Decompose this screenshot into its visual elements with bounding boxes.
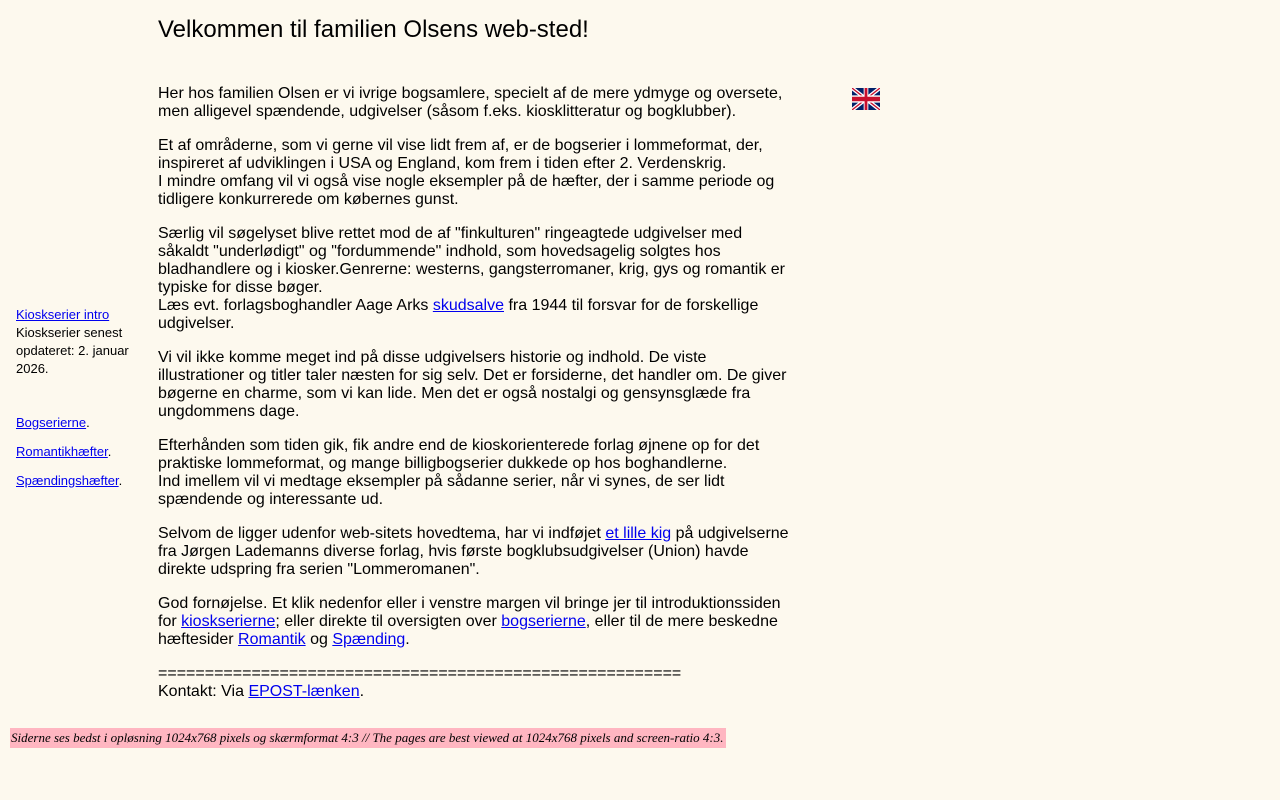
bookstore-paragraph <box>158 437 790 509</box>
sidebar-link-romantikhaefter[interactable]: Romantikhæfter <box>16 444 108 459</box>
romantik-link[interactable]: Romantik <box>238 631 306 648</box>
enjoy-text-3: og <box>305 631 333 648</box>
et-lille-kig-link[interactable]: et lille kig <box>605 525 672 542</box>
main-content <box>158 85 790 717</box>
history-paragraph: Vi vil ikke komme meget ind på disse udgivelsers historie og indhold. De viste illustrationer og titler taler næsten for sig selv. Det er forsiderne, det handler om. De giver bøgerne en charme, som vi kan lide. Men det er også nostalgi og gensynsglæde fra ungdommens dage. <box>158 349 787 420</box>
updated-text: Kioskserier senest opdateret: 2. januar 2026. <box>16 325 129 376</box>
sidebar-item-suffix: . <box>118 473 123 488</box>
sidebar-item-suffix: . <box>107 444 112 459</box>
lademann-pretext: Selvom de ligger udenfor web-sitets hovedtema, har vi indføjet <box>158 525 606 542</box>
skudsalve-pretext: Læs evt. forlagsboghandler Aage Arks <box>158 297 433 314</box>
sidebar-item-suffix: . <box>86 415 90 430</box>
enjoy-pretext: God fornøjelse. Et klik nedenfor eller i venstre margen vil bringe jer til introduktionssiden for <box>158 595 781 630</box>
enjoy-text-1: ; eller direkte til oversigten over <box>275 613 502 630</box>
uk-flag-icon[interactable] <box>852 88 880 110</box>
contact-pretext: Kontakt: Via <box>158 683 249 700</box>
spaending-link[interactable]: Spænding <box>332 631 406 648</box>
skudsalve-link[interactable]: skudsalve <box>432 297 504 314</box>
sidebar-item-romantikhaefter <box>16 443 144 461</box>
sidebar-link-kioskserier-intro[interactable]: Kioskserier intro <box>16 307 110 322</box>
bogserierne-link[interactable]: bogserierne <box>501 613 586 630</box>
sidebar-link-bogserierne[interactable]: Bogserierne <box>16 415 87 430</box>
contact-paragraph <box>158 665 790 701</box>
epost-link[interactable]: EPOST-lænken <box>248 683 360 700</box>
genres-paragraph <box>158 225 790 333</box>
pocket-format-text: Et af områderne, som vi gerne vil vise lidt frem af, er de bogserier i lommeformat, der, inspireret af udviklingen i USA og England, kom frem i tiden efter 2. Verdenskrig. <box>158 137 763 172</box>
page-title: Velkommen til familien Olsens web-sted! <box>158 16 589 43</box>
bookstore-text: Efterhånden som tiden gik, fik andre end de kioskorienterede forlag øjnene op for det praktiske lommeformat, og mange billigbogserier dukkede op hos boghandlerne. <box>158 437 760 472</box>
kioskserierne-link[interactable]: kioskserierne <box>181 613 276 630</box>
intro-paragraph: Her hos familien Olsen er vi ivrige bogsamlere, specielt af de mere ydmyge og oversete, men alligevel spændende, udgivelser (såsom f.eks. kiosklitteratur og bogklubber). <box>158 85 783 120</box>
booklets-text: I mindre omfang vil vi også vise nogle eksempler på de hæfter, der i samme periode og tidligere konkurrerede om købernes gunst. <box>158 173 775 208</box>
resolution-note: Siderne ses bedst i opløsning 1024x768 pixels og skærmformat 4:3 // The pages are best viewed at 1024x768 pixels and screen-ratio 4:3. <box>10 728 726 748</box>
contact-end: . <box>359 683 365 700</box>
enjoy-text-end: . <box>405 631 410 648</box>
enjoy-paragraph <box>158 595 790 649</box>
lademann-posttext: på udgivelserne fra Jørgen Lademanns diverse forlag, hvis første bogklubsudgivelser (Union) havde direkte udspring fra serien "Lommeromanen". <box>158 525 789 578</box>
skudsalve-posttext: fra 1944 til forsvar for de forskellige udgivelser. <box>158 297 759 332</box>
uk-flag-graphic <box>852 88 880 110</box>
lademann-paragraph <box>158 525 790 579</box>
enjoy-text-2: , eller til de mere beskedne hæftesider <box>158 613 778 648</box>
sidebar <box>16 306 144 501</box>
examples-text: Ind imellem vil vi medtage eksempler på sådanne serier, når vi synes, de ser lidt spændende og interessante ud. <box>158 473 725 508</box>
sidebar-item-bogserierne <box>16 414 144 432</box>
pocket-format-paragraph <box>158 137 790 209</box>
separator-line: ======================================================== <box>158 665 682 682</box>
sidebar-link-spaendingshaefter[interactable]: Spændingshæfter <box>16 473 119 488</box>
genres-text: Særlig vil søgelyset blive rettet mod de af "finkulturen" ringeagtede udgivelser med såkaldt "underlødigt" og "fordummende" indhold, som hovedsagelig solgtes hos bladhandlere og i kiosker.Genrerne: westerns, gangsterromaner, krig, gys og romantik er typiske for disse bøger. <box>158 225 785 296</box>
sidebar-item-spaendingshaefter <box>16 472 144 490</box>
